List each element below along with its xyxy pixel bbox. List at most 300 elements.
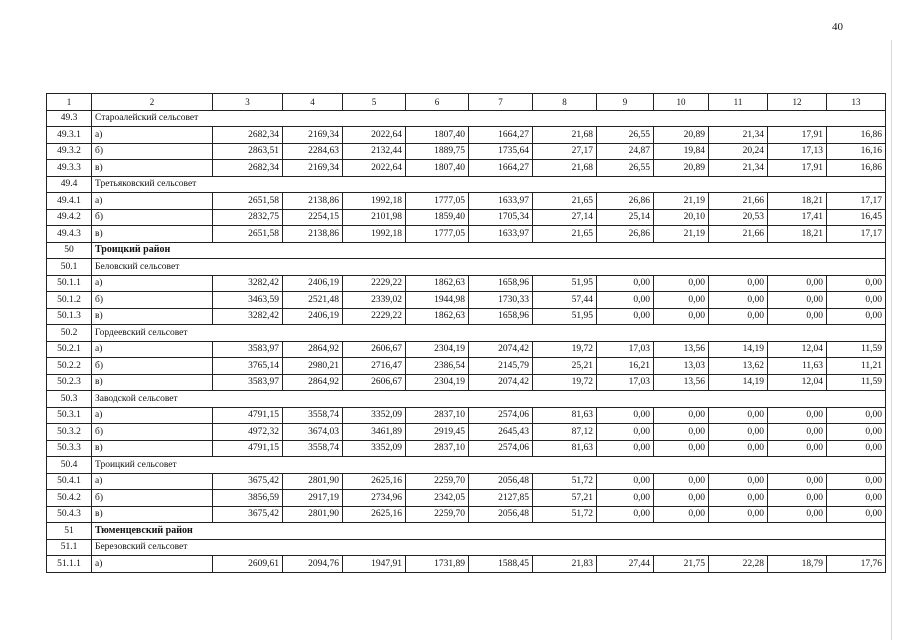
value-cell: 4791,15 xyxy=(213,407,283,424)
value-cell: 2801,90 xyxy=(283,506,343,523)
row-variant: в) xyxy=(92,308,213,325)
header-cell: 3 xyxy=(213,94,283,111)
row-code: 50.4.1 xyxy=(47,473,92,490)
value-cell: 1658,96 xyxy=(469,275,533,292)
value-cell: 3583,97 xyxy=(213,374,283,391)
row-code: 51.1.1 xyxy=(47,556,92,573)
table-body xyxy=(47,110,886,572)
value-cell: 11,59 xyxy=(827,341,886,358)
section-row xyxy=(47,457,886,474)
row-code: 49.3.1 xyxy=(47,127,92,144)
row-code: 50.1.2 xyxy=(47,292,92,309)
row-code: 50.4 xyxy=(47,457,92,474)
row-code: 50.1 xyxy=(47,259,92,276)
value-cell: 0,00 xyxy=(768,292,827,309)
value-cell: 19,84 xyxy=(654,143,709,160)
value-cell: 2864,92 xyxy=(283,374,343,391)
value-cell: 2606,67 xyxy=(343,374,406,391)
value-cell: 2645,43 xyxy=(469,424,533,441)
value-cell: 25,21 xyxy=(533,358,597,375)
value-cell: 26,55 xyxy=(597,127,654,144)
value-cell: 12,04 xyxy=(768,341,827,358)
value-cell: 2734,96 xyxy=(343,490,406,507)
value-cell: 3352,09 xyxy=(343,407,406,424)
value-cell: 21,19 xyxy=(654,226,709,243)
value-cell: 2094,76 xyxy=(283,556,343,573)
value-cell: 26,86 xyxy=(597,226,654,243)
row-code: 50.4.3 xyxy=(47,506,92,523)
value-cell: 0,00 xyxy=(827,308,886,325)
value-cell: 0,00 xyxy=(709,275,768,292)
value-cell: 22,28 xyxy=(709,556,768,573)
value-cell: 1777,05 xyxy=(406,193,469,210)
value-cell: 21,19 xyxy=(654,193,709,210)
value-cell: 57,21 xyxy=(533,490,597,507)
value-cell: 1777,05 xyxy=(406,226,469,243)
value-cell: 3282,42 xyxy=(213,275,283,292)
value-cell: 0,00 xyxy=(654,292,709,309)
value-cell: 1735,64 xyxy=(469,143,533,160)
table-row xyxy=(47,506,886,523)
value-cell: 0,00 xyxy=(709,473,768,490)
row-code: 49.4.3 xyxy=(47,226,92,243)
row-variant: в) xyxy=(92,226,213,243)
value-cell: 51,95 xyxy=(533,308,597,325)
value-cell: 14,19 xyxy=(709,374,768,391)
value-cell: 21,65 xyxy=(533,193,597,210)
row-variant: в) xyxy=(92,440,213,457)
value-cell: 26,55 xyxy=(597,160,654,177)
row-code: 50.4.2 xyxy=(47,490,92,507)
value-cell: 0,00 xyxy=(827,490,886,507)
value-cell: 0,00 xyxy=(768,440,827,457)
header-cell: 6 xyxy=(406,94,469,111)
value-cell: 11,63 xyxy=(768,358,827,375)
row-code: 50.2.1 xyxy=(47,341,92,358)
row-code: 50 xyxy=(47,242,92,259)
value-cell: 17,17 xyxy=(827,193,886,210)
section-row xyxy=(47,259,886,276)
value-cell: 1807,40 xyxy=(406,160,469,177)
value-cell: 1944,98 xyxy=(406,292,469,309)
value-cell: 27,17 xyxy=(533,143,597,160)
value-cell: 1588,45 xyxy=(469,556,533,573)
value-cell: 17,41 xyxy=(768,209,827,226)
row-variant: б) xyxy=(92,143,213,160)
value-cell: 0,00 xyxy=(709,424,768,441)
value-cell: 57,44 xyxy=(533,292,597,309)
value-cell: 2406,19 xyxy=(283,275,343,292)
value-cell: 0,00 xyxy=(597,292,654,309)
value-cell: 24,87 xyxy=(597,143,654,160)
table-row xyxy=(47,127,886,144)
value-cell: 0,00 xyxy=(709,440,768,457)
value-cell: 87,12 xyxy=(533,424,597,441)
value-cell: 2386,54 xyxy=(406,358,469,375)
value-cell: 2917,19 xyxy=(283,490,343,507)
value-cell: 13,56 xyxy=(654,341,709,358)
header-cell: 1 xyxy=(47,94,92,111)
header-row xyxy=(47,94,886,111)
table-row xyxy=(47,308,886,325)
value-cell: 2022,64 xyxy=(343,127,406,144)
value-cell: 21,68 xyxy=(533,160,597,177)
table-row xyxy=(47,193,886,210)
value-cell: 21,83 xyxy=(533,556,597,573)
row-code: 50.2.3 xyxy=(47,374,92,391)
value-cell: 21,34 xyxy=(709,160,768,177)
value-cell: 21,34 xyxy=(709,127,768,144)
header-cell: 4 xyxy=(283,94,343,111)
value-cell: 2606,67 xyxy=(343,341,406,358)
value-cell: 1947,91 xyxy=(343,556,406,573)
value-cell: 1992,18 xyxy=(343,226,406,243)
value-cell: 20,89 xyxy=(654,127,709,144)
value-cell: 0,00 xyxy=(597,490,654,507)
value-cell: 2259,70 xyxy=(406,473,469,490)
value-cell: 1633,97 xyxy=(469,226,533,243)
value-cell: 1664,27 xyxy=(469,127,533,144)
value-cell: 27,44 xyxy=(597,556,654,573)
row-variant: а) xyxy=(92,407,213,424)
value-cell: 2864,92 xyxy=(283,341,343,358)
row-variant: б) xyxy=(92,358,213,375)
tariff-table xyxy=(46,93,886,573)
value-cell: 2980,21 xyxy=(283,358,343,375)
value-cell: 81,63 xyxy=(533,407,597,424)
row-code: 50.1.3 xyxy=(47,308,92,325)
value-cell: 27,14 xyxy=(533,209,597,226)
section-name: Староалейский сельсовет xyxy=(92,110,886,127)
value-cell: 2682,34 xyxy=(213,160,283,177)
header-cell: 11 xyxy=(709,94,768,111)
value-cell: 2074,42 xyxy=(469,341,533,358)
value-cell: 3461,89 xyxy=(343,424,406,441)
table-row xyxy=(47,358,886,375)
header-cell: 9 xyxy=(597,94,654,111)
row-code: 49.4.2 xyxy=(47,209,92,226)
row-code: 49.3 xyxy=(47,110,92,127)
value-cell: 2339,02 xyxy=(343,292,406,309)
value-cell: 2574,06 xyxy=(469,407,533,424)
value-cell: 2304,19 xyxy=(406,374,469,391)
row-code: 50.3.3 xyxy=(47,440,92,457)
value-cell: 1862,63 xyxy=(406,275,469,292)
value-cell: 2342,05 xyxy=(406,490,469,507)
value-cell: 3282,42 xyxy=(213,308,283,325)
value-cell: 17,03 xyxy=(597,374,654,391)
value-cell: 14,19 xyxy=(709,341,768,358)
value-cell: 20,89 xyxy=(654,160,709,177)
value-cell: 3558,74 xyxy=(283,407,343,424)
section-row xyxy=(47,325,886,342)
header-cell: 10 xyxy=(654,94,709,111)
value-cell: 16,45 xyxy=(827,209,886,226)
value-cell: 12,04 xyxy=(768,374,827,391)
value-cell: 3463,59 xyxy=(213,292,283,309)
value-cell: 0,00 xyxy=(709,506,768,523)
header-cell: 5 xyxy=(343,94,406,111)
page-number: 40 xyxy=(832,21,843,33)
row-variant: б) xyxy=(92,424,213,441)
section-row xyxy=(47,110,886,127)
value-cell: 3558,74 xyxy=(283,440,343,457)
row-code: 49.4.1 xyxy=(47,193,92,210)
value-cell: 17,76 xyxy=(827,556,886,573)
header-cell: 13 xyxy=(827,94,886,111)
row-code: 49.4 xyxy=(47,176,92,193)
table-row xyxy=(47,275,886,292)
value-cell: 0,00 xyxy=(597,506,654,523)
value-cell: 16,21 xyxy=(597,358,654,375)
value-cell: 17,91 xyxy=(768,127,827,144)
table-row xyxy=(47,374,886,391)
value-cell: 2801,90 xyxy=(283,473,343,490)
value-cell: 13,62 xyxy=(709,358,768,375)
value-cell: 13,56 xyxy=(654,374,709,391)
value-cell: 0,00 xyxy=(654,407,709,424)
value-cell: 1664,27 xyxy=(469,160,533,177)
value-cell: 2022,64 xyxy=(343,160,406,177)
section-name: Гордеевский сельсовет xyxy=(92,325,886,342)
value-cell: 16,86 xyxy=(827,127,886,144)
value-cell: 0,00 xyxy=(597,440,654,457)
table-row xyxy=(47,209,886,226)
value-cell: 0,00 xyxy=(654,440,709,457)
value-cell: 0,00 xyxy=(654,275,709,292)
row-variant: а) xyxy=(92,127,213,144)
value-cell: 21,65 xyxy=(533,226,597,243)
value-cell: 0,00 xyxy=(827,473,886,490)
value-cell: 2056,48 xyxy=(469,473,533,490)
value-cell: 3675,42 xyxy=(213,506,283,523)
value-cell: 2229,22 xyxy=(343,308,406,325)
value-cell: 1730,33 xyxy=(469,292,533,309)
row-code: 50.2.2 xyxy=(47,358,92,375)
value-cell: 0,00 xyxy=(768,308,827,325)
value-cell: 2229,22 xyxy=(343,275,406,292)
value-cell: 21,66 xyxy=(709,226,768,243)
section-name: Троицкий сельсовет xyxy=(92,457,886,474)
row-code: 51.1 xyxy=(47,539,92,556)
table-row xyxy=(47,556,886,573)
value-cell: 0,00 xyxy=(654,424,709,441)
row-variant: а) xyxy=(92,193,213,210)
value-cell: 2056,48 xyxy=(469,506,533,523)
value-cell: 0,00 xyxy=(827,407,886,424)
value-cell: 0,00 xyxy=(597,407,654,424)
value-cell: 3352,09 xyxy=(343,440,406,457)
value-cell: 19,72 xyxy=(533,341,597,358)
section-row xyxy=(47,391,886,408)
value-cell: 2132,44 xyxy=(343,143,406,160)
header-cell: 12 xyxy=(768,94,827,111)
value-cell: 3675,42 xyxy=(213,473,283,490)
value-cell: 21,75 xyxy=(654,556,709,573)
district-name: Тюменцевский район xyxy=(92,523,886,540)
row-variant: б) xyxy=(92,209,213,226)
value-cell: 1889,75 xyxy=(406,143,469,160)
value-cell: 2254,15 xyxy=(283,209,343,226)
table-row xyxy=(47,440,886,457)
table-row xyxy=(47,160,886,177)
value-cell: 2832,75 xyxy=(213,209,283,226)
value-cell: 2138,86 xyxy=(283,226,343,243)
row-code: 49.3.2 xyxy=(47,143,92,160)
value-cell: 0,00 xyxy=(709,292,768,309)
value-cell: 20,10 xyxy=(654,209,709,226)
value-cell: 2837,10 xyxy=(406,407,469,424)
row-code: 50.2 xyxy=(47,325,92,342)
value-cell: 19,72 xyxy=(533,374,597,391)
value-cell: 0,00 xyxy=(768,407,827,424)
value-cell: 17,91 xyxy=(768,160,827,177)
district-name: Троицкий район xyxy=(92,242,886,259)
value-cell: 0,00 xyxy=(654,506,709,523)
value-cell: 2169,34 xyxy=(283,160,343,177)
value-cell: 81,63 xyxy=(533,440,597,457)
value-cell: 2716,47 xyxy=(343,358,406,375)
value-cell: 0,00 xyxy=(597,275,654,292)
row-code: 50.3.1 xyxy=(47,407,92,424)
value-cell: 13,03 xyxy=(654,358,709,375)
value-cell: 17,13 xyxy=(768,143,827,160)
value-cell: 17,03 xyxy=(597,341,654,358)
value-cell: 1859,40 xyxy=(406,209,469,226)
value-cell: 2406,19 xyxy=(283,308,343,325)
value-cell: 2284,63 xyxy=(283,143,343,160)
value-cell: 0,00 xyxy=(654,308,709,325)
value-cell: 3856,59 xyxy=(213,490,283,507)
value-cell: 2625,16 xyxy=(343,506,406,523)
value-cell: 17,17 xyxy=(827,226,886,243)
district-row xyxy=(47,523,886,540)
row-code: 49.3.3 xyxy=(47,160,92,177)
value-cell: 16,16 xyxy=(827,143,886,160)
table-row xyxy=(47,341,886,358)
row-variant: а) xyxy=(92,473,213,490)
value-cell: 0,00 xyxy=(827,275,886,292)
value-cell: 0,00 xyxy=(768,424,827,441)
value-cell: 1807,40 xyxy=(406,127,469,144)
value-cell: 51,95 xyxy=(533,275,597,292)
value-cell: 2625,16 xyxy=(343,473,406,490)
row-variant: а) xyxy=(92,556,213,573)
section-name: Березовский сельсовет xyxy=(92,539,886,556)
value-cell: 2651,58 xyxy=(213,193,283,210)
row-variant: в) xyxy=(92,506,213,523)
page-edge-line xyxy=(891,40,892,640)
value-cell: 2101,98 xyxy=(343,209,406,226)
value-cell: 11,21 xyxy=(827,358,886,375)
value-cell: 3674,03 xyxy=(283,424,343,441)
value-cell: 3765,14 xyxy=(213,358,283,375)
value-cell: 0,00 xyxy=(597,308,654,325)
value-cell: 0,00 xyxy=(827,292,886,309)
header-cell: 7 xyxy=(469,94,533,111)
header-cell: 2 xyxy=(92,94,213,111)
value-cell: 1658,96 xyxy=(469,308,533,325)
value-cell: 0,00 xyxy=(768,506,827,523)
value-cell: 0,00 xyxy=(654,490,709,507)
table-row xyxy=(47,292,886,309)
row-code: 50.3.2 xyxy=(47,424,92,441)
value-cell: 2651,58 xyxy=(213,226,283,243)
row-code: 50.1.1 xyxy=(47,275,92,292)
value-cell: 1731,89 xyxy=(406,556,469,573)
value-cell: 2609,61 xyxy=(213,556,283,573)
value-cell: 1633,97 xyxy=(469,193,533,210)
value-cell: 1992,18 xyxy=(343,193,406,210)
section-name: Беловский сельсовет xyxy=(92,259,886,276)
value-cell: 0,00 xyxy=(768,275,827,292)
value-cell: 20,53 xyxy=(709,209,768,226)
value-cell: 25,14 xyxy=(597,209,654,226)
section-row xyxy=(47,176,886,193)
value-cell: 0,00 xyxy=(768,473,827,490)
section-row xyxy=(47,539,886,556)
value-cell: 20,24 xyxy=(709,143,768,160)
value-cell: 2682,34 xyxy=(213,127,283,144)
table-row xyxy=(47,490,886,507)
value-cell: 0,00 xyxy=(597,473,654,490)
table-row xyxy=(47,473,886,490)
value-cell: 2138,86 xyxy=(283,193,343,210)
value-cell: 2169,34 xyxy=(283,127,343,144)
value-cell: 18,79 xyxy=(768,556,827,573)
value-cell: 2521,48 xyxy=(283,292,343,309)
table-row xyxy=(47,407,886,424)
table-row xyxy=(47,424,886,441)
value-cell: 0,00 xyxy=(709,490,768,507)
value-cell: 2145,79 xyxy=(469,358,533,375)
value-cell: 2574,06 xyxy=(469,440,533,457)
value-cell: 16,86 xyxy=(827,160,886,177)
value-cell: 18,21 xyxy=(768,193,827,210)
district-row xyxy=(47,242,886,259)
value-cell: 51,72 xyxy=(533,473,597,490)
value-cell: 11,59 xyxy=(827,374,886,391)
value-cell: 18,21 xyxy=(768,226,827,243)
value-cell: 3583,97 xyxy=(213,341,283,358)
value-cell: 0,00 xyxy=(654,473,709,490)
header-cell: 8 xyxy=(533,94,597,111)
value-cell: 0,00 xyxy=(827,424,886,441)
value-cell: 0,00 xyxy=(827,440,886,457)
section-name: Третьяковский сельсовет xyxy=(92,176,886,193)
row-variant: б) xyxy=(92,292,213,309)
value-cell: 4791,15 xyxy=(213,440,283,457)
row-variant: б) xyxy=(92,490,213,507)
table-row xyxy=(47,143,886,160)
value-cell: 2127,85 xyxy=(469,490,533,507)
value-cell: 0,00 xyxy=(768,490,827,507)
value-cell: 2919,45 xyxy=(406,424,469,441)
value-cell: 0,00 xyxy=(827,506,886,523)
value-cell: 0,00 xyxy=(709,308,768,325)
row-variant: а) xyxy=(92,341,213,358)
value-cell: 1705,34 xyxy=(469,209,533,226)
row-variant: а) xyxy=(92,275,213,292)
section-name: Заводской сельсовет xyxy=(92,391,886,408)
value-cell: 2304,19 xyxy=(406,341,469,358)
value-cell: 0,00 xyxy=(709,407,768,424)
value-cell: 2259,70 xyxy=(406,506,469,523)
value-cell: 2837,10 xyxy=(406,440,469,457)
value-cell: 2863,51 xyxy=(213,143,283,160)
row-variant: в) xyxy=(92,374,213,391)
value-cell: 1862,63 xyxy=(406,308,469,325)
